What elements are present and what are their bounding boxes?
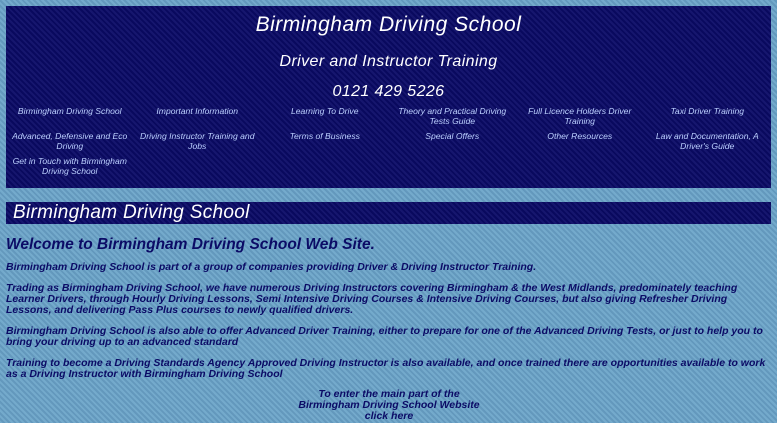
nav-row: [6, 132, 771, 157]
nav-link-law-documentation[interactable]: Law and Documentation, A Driver's Guide: [655, 131, 759, 151]
nav-link-learning-to-drive[interactable]: Learning To Drive: [290, 106, 359, 116]
intro-paragraph: Birmingham Driving School is part of a group of companies providing Driver & Driving Instructor Training.: [6, 261, 537, 273]
instructor-paragraph: Training to become a Driving Standards Agency Approved Driving Instructor is also available, and once trained there are opportunities available to work as a Driving Instructor with Birmingham Driving School: [6, 357, 766, 380]
nav-row: [6, 157, 771, 182]
main-content: [6, 236, 772, 422]
nav-link-other-resources[interactable]: Other Resources: [547, 131, 613, 141]
nav-link-taxi-driver-training[interactable]: Taxi Driver Training: [670, 106, 745, 116]
nav-menu: [6, 107, 771, 182]
nav-link-instructor-training[interactable]: Driving Instructor Training and Jobs: [140, 131, 255, 151]
trading-paragraph: Trading as Birmingham Driving School, we have numerous Driving Instructors covering Birmingham & the West Midlands, predominately teaching Learner Drivers, through Hourly Driving Lessons, Semi Intensive Driving Courses & Intensive Driving Courses, but also giving Refresher Driving Lessons, and delivering Pass Plus courses to newly qualified drivers.: [6, 282, 738, 316]
phone-number: 0121 429 5226: [332, 83, 445, 100]
enter-line[interactable]: Birmingham Driving School Website: [298, 399, 480, 411]
enter-site-link[interactable]: [6, 389, 772, 422]
enter-line[interactable]: To enter the main part of the: [318, 388, 460, 400]
click-here-link[interactable]: click here: [364, 410, 414, 422]
nav-link-advanced-driving[interactable]: Advanced, Defensive and Eco Driving: [12, 131, 128, 151]
advanced-paragraph: Birmingham Driving School is also able to offer Advanced Driver Training, either to prepare for one of the Advanced Driving Tests, or just to help you to bring your driving up to an advanced standard: [6, 325, 763, 348]
nav-row: [6, 107, 771, 132]
nav-link-birmingham-driving-school[interactable]: Birmingham Driving School: [17, 106, 122, 116]
welcome-heading: Welcome to Birmingham Driving School Web Site.: [6, 236, 375, 253]
site-subtitle: Driver and Instructor Training: [279, 53, 498, 70]
site-header: [6, 6, 771, 188]
nav-link-theory-practical-tests[interactable]: Theory and Practical Driving Tests Guide: [398, 106, 507, 126]
page-banner: Birmingham Driving School: [6, 202, 771, 224]
nav-link-special-offers[interactable]: Special Offers: [425, 131, 480, 141]
nav-link-full-licence-training[interactable]: Full Licence Holders Driver Training: [528, 106, 632, 126]
nav-link-important-information[interactable]: Important Information: [156, 106, 239, 116]
nav-link-terms-of-business[interactable]: Terms of Business: [289, 131, 360, 141]
site-title: Birmingham Driving School: [255, 13, 522, 36]
nav-link-get-in-touch[interactable]: Get in Touch with Birmingham Driving School: [12, 156, 127, 176]
